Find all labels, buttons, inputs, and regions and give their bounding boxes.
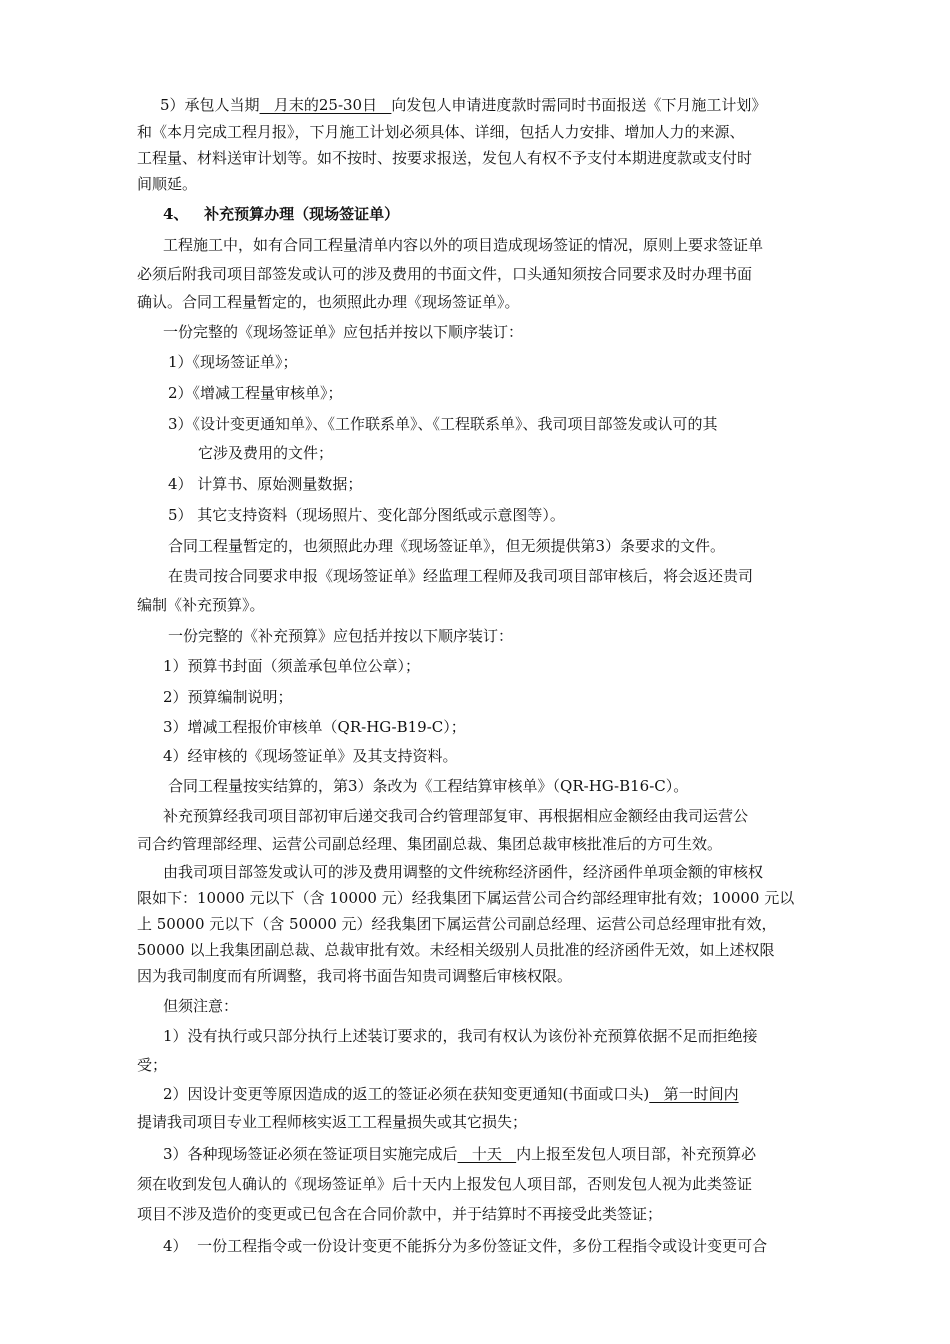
para6: 一份完整的《补充预算》应包括并按以下顺序装订：: [168, 627, 514, 645]
list2-item4: 4）经审核的《现场签证单》及其支持资料。: [163, 747, 458, 765]
note3-line2: 须在收到发包人确认的《现场签证单》后十天内上报发包人项目部，否则发包人视为此类签证: [137, 1175, 753, 1193]
list1-item3-cont: 它涉及费用的文件；: [198, 444, 334, 462]
para1-text-b: 向发包人申请进度款时需同时书面报送《下月施工计划》: [391, 96, 767, 114]
note2-line1: [163, 1084, 739, 1104]
para8-line2: 司合约管理部经理、运营公司副总经理、集团副总裁、集团总裁审核批准后的方可生效。: [137, 835, 723, 853]
note2-text-a: 2）因设计变更等原因造成的返工的签证必须在获知变更通知(书面或口头): [163, 1085, 650, 1103]
note1-line2: 受；: [137, 1056, 168, 1074]
list1-item1: 1）《现场签证单》；: [168, 353, 298, 371]
para9-line1: 由我司项目部签发或认可的涉及费用调整的文件统称经济函件，经济函件单项金额的审核权: [163, 863, 764, 881]
para9-line2: 限如下：10000 元以下（含 10000 元）经我集团下属运营公司合约部经理审批有效；10000 元以: [137, 889, 795, 907]
para1-line4: 间顺延。: [137, 175, 198, 193]
note3-line3: 项目不涉及造价的变更或已包含在合同价款中，并于结算时不再接受此类签证；: [137, 1205, 663, 1223]
para5-line2: 编制《补充预算》。: [137, 596, 265, 614]
para10: 但须注意：: [163, 997, 239, 1015]
note1-line1: 1）没有执行或只部分执行上述装订要求的，我司有权认为该份补充预算依据不足而拒绝接: [163, 1027, 758, 1045]
note4-line1: 4） 一份工程指令或一份设计变更不能拆分为多份签证文件，多份工程指令或设计变更可合: [163, 1237, 768, 1255]
note3-line1: [163, 1144, 756, 1164]
note3-text-b: 内上报至发包人项目部，补充预算必: [516, 1145, 757, 1163]
deadline-underlined: 月末的25-30日: [259, 96, 392, 114]
para9-line5: 因为我司制度而有所调整，我司将书面告知贵司调整后审核权限。: [137, 967, 573, 985]
para5-line1: 在贵司按合同要求申报《现场签证单》经监理工程师及我司项目部审核后，将会返还贵司: [168, 567, 754, 585]
list2-item3: 3）增减工程报价审核单（QR-HG-B19-C）；: [163, 718, 466, 736]
list1-item3: 3）《设计变更通知单》、《工作联系单》、《工程联系单》、我司项目部签发或认可的其: [168, 415, 718, 433]
section-heading: 4、 补充预算办理（现场签证单）: [163, 205, 400, 223]
ten-days-underlined: 十天: [457, 1145, 517, 1163]
para9-line3: 上 50000 元以下（含 50000 元）经我集团下属运营公司副总经理、运营公司总经理审批有效，: [137, 915, 777, 933]
note2-line2: 提请我司项目专业工程师核实返工工程量损失或其它损失；: [137, 1113, 528, 1131]
para7: 合同工程量按实结算的，第3）条改为《工程结算审核单》（QR-HG-B16-C）。: [168, 777, 689, 795]
para8-line1: 补充预算经我司项目部初审后递交我司合约管理部复审、再根据相应金额经由我司运营公: [163, 807, 749, 825]
list1-item5: 5） 其它支持资料（现场照片、变化部分图纸或示意图等）。: [168, 506, 565, 524]
para2-line2: 必须后附我司项目部签发或认可的涉及费用的书面文件，口头通知须按合同要求及时办理书面: [137, 265, 753, 283]
note3-text-a: 3）各种现场签证必须在签证项目实施完成后: [163, 1145, 458, 1163]
para1-line1: [160, 95, 766, 115]
para1-line2: 和《本月完成工程月报》，下月施工计划必须具体、详细，包括人力安排、增加人力的来源、: [137, 123, 745, 141]
para4: 合同工程量暂定的，也须照此办理《现场签证单》，但无须提供第3）条要求的文件。: [168, 537, 726, 555]
list2-item1: 1）预算书封面（须盖承包单位公章）；: [163, 657, 421, 675]
para9-line4: 50000 以上我集团副总裁、总裁审批有效。未经相关级别人员批准的经济函件无效，如上述权限: [137, 941, 775, 959]
list2-item2: 2）预算编制说明；: [163, 688, 293, 706]
para1-line3: 工程量、材料送审计划等。如不按时、按要求报送，发包人有权不予支付本期进度款或支付时: [137, 149, 753, 167]
para2-line3: 确认。合同工程量暂定的，也须照此办理《现场签证单》。: [137, 293, 520, 311]
para3: 一份完整的《现场签证单》应包括并按以下顺序装订：: [163, 323, 524, 341]
list1-item4: 4） 计算书、原始测量数据；: [168, 475, 363, 493]
para2-line1: 工程施工中，如有合同工程量清单内容以外的项目造成现场签证的情况，原则上要求签证单: [163, 236, 764, 254]
para1-text-a: 5）承包人当期: [160, 96, 260, 114]
first-time-underlined: 第一时间内: [649, 1085, 739, 1103]
list1-item2: 2）《增减工程量审核单》；: [168, 384, 343, 402]
